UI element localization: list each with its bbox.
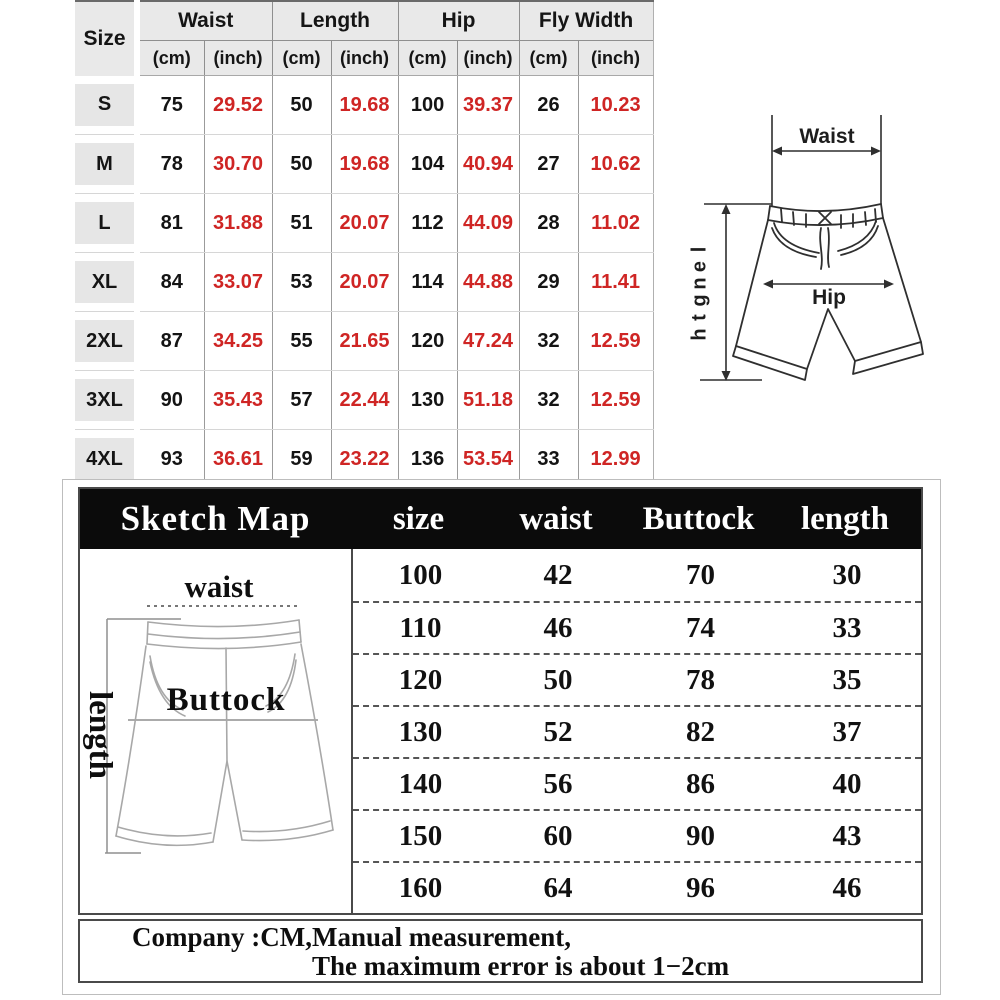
cell-size: 130 — [398, 715, 443, 748]
table-row — [353, 601, 921, 653]
cell-length-cm: 55 — [272, 312, 331, 371]
cell-length-cm: 51 — [272, 194, 331, 253]
fly-cm-header: (cm) — [519, 41, 578, 76]
cell-waist: 46 — [543, 611, 573, 644]
cell-waist: 50 — [543, 663, 573, 696]
length-cm-header: (cm) — [272, 41, 331, 76]
cell-fly-inch: 10.62 — [578, 135, 653, 194]
table-row — [75, 76, 653, 135]
table-row — [353, 757, 921, 809]
table-row — [75, 253, 653, 312]
column-header-buttock: Buttock — [642, 500, 755, 537]
cell-waist-inch: 30.70 — [204, 135, 272, 194]
length-dimension-label-bottom: length — [82, 690, 118, 779]
cell-hip-inch: 40.94 — [457, 135, 519, 194]
cell-size: 160 — [398, 871, 443, 904]
waist-cm-header: (cm) — [137, 41, 204, 76]
cell-hip-cm: 104 — [398, 135, 457, 194]
hip-inch-header: (inch) — [457, 41, 519, 76]
length-inch-header: (inch) — [331, 41, 398, 76]
cell-fly-inch: 11.02 — [578, 194, 653, 253]
cell-buttock: 70 — [686, 558, 715, 591]
cell-length: 35 — [832, 663, 862, 696]
cell-hip-inch: 44.09 — [457, 194, 519, 253]
cell-size: 120 — [398, 663, 443, 696]
size-chart-table — [75, 0, 654, 489]
table-row — [353, 653, 921, 705]
cell-length-inch: 19.68 — [331, 76, 398, 135]
cell-length-cm: 50 — [272, 76, 331, 135]
cell-waist: 64 — [543, 871, 573, 904]
cell-waist-cm: 87 — [137, 312, 204, 371]
buttock-dimension-label: Buttock — [166, 682, 286, 718]
cell-hip-inch: 53.54 — [457, 430, 519, 489]
size-table-body — [75, 76, 653, 489]
fly-inch-header: (inch) — [578, 41, 653, 76]
waist-inch-header: (inch) — [204, 41, 272, 76]
bottom-size-table — [351, 549, 921, 913]
waist-dimension-label: Waist — [799, 125, 855, 148]
hip-dimension-label: Hip — [812, 286, 846, 309]
cell-hip-cm: 120 — [398, 312, 457, 371]
cell-length-inch: 20.07 — [331, 194, 398, 253]
cell-fly-inch: 11.41 — [578, 253, 653, 312]
cell-waist-cm: 93 — [137, 430, 204, 489]
cell-length: 37 — [832, 715, 862, 748]
cell-waist: 42 — [543, 558, 573, 591]
sketch-map-panel — [78, 487, 923, 915]
table-row — [353, 809, 921, 861]
cell-size-label: S — [75, 76, 137, 135]
cell-fly-cm: 33 — [519, 430, 578, 489]
cell-size-label: L — [75, 194, 137, 253]
cell-hip-cm: 130 — [398, 371, 457, 430]
table-row — [353, 861, 921, 913]
cell-buttock: 96 — [686, 871, 715, 904]
cell-waist-cm: 84 — [137, 253, 204, 312]
cell-waist-inch: 33.07 — [204, 253, 272, 312]
measurement-note — [78, 919, 923, 983]
cell-waist-inch: 31.88 — [204, 194, 272, 253]
cell-buttock: 86 — [686, 767, 715, 800]
cell-length-cm: 50 — [272, 135, 331, 194]
cell-size: 110 — [399, 611, 442, 644]
cell-fly-cm: 32 — [519, 312, 578, 371]
cell-buttock: 82 — [686, 715, 715, 748]
cell-length: 46 — [832, 871, 862, 904]
cell-fly-cm: 27 — [519, 135, 578, 194]
cell-hip-cm: 100 — [398, 76, 457, 135]
cell-length-cm: 57 — [272, 371, 331, 430]
cell-waist-cm: 81 — [137, 194, 204, 253]
cell-buttock: 78 — [686, 663, 715, 696]
cell-hip-inch: 39.37 — [457, 76, 519, 135]
cell-hip-cm: 114 — [398, 253, 457, 312]
bottom-table-header — [80, 489, 921, 549]
cell-length-inch: 20.07 — [331, 253, 398, 312]
cell-length-inch: 19.68 — [331, 135, 398, 194]
cell-fly-inch: 12.59 — [578, 371, 653, 430]
cell-length: 43 — [832, 819, 862, 852]
cell-waist-cm: 90 — [137, 371, 204, 430]
table-row — [353, 549, 921, 601]
note-line-2: The maximum error is about 1−2cm — [312, 951, 730, 981]
cell-hip-inch: 44.88 — [457, 253, 519, 312]
cell-size-label: 2XL — [75, 312, 137, 371]
cell-hip-cm: 136 — [398, 430, 457, 489]
cell-waist-cm: 75 — [137, 76, 204, 135]
hip-cm-header: (cm) — [398, 41, 457, 76]
cell-fly-cm: 28 — [519, 194, 578, 253]
cell-length: 30 — [832, 558, 862, 591]
cell-fly-cm: 32 — [519, 371, 578, 430]
hip-group-header: Hip — [398, 1, 519, 41]
cell-length-inch: 23.22 — [331, 430, 398, 489]
cell-fly-cm: 29 — [519, 253, 578, 312]
cell-length-cm: 53 — [272, 253, 331, 312]
cell-waist: 60 — [543, 819, 573, 852]
shorts-sketch-map — [80, 549, 351, 913]
cell-fly-inch: 12.99 — [578, 430, 653, 489]
cell-fly-inch: 10.23 — [578, 76, 653, 135]
size-column-header: Size — [75, 1, 137, 76]
length-dimension-label: l e n g t h — [688, 246, 711, 341]
sketch-map-title: Sketch Map — [120, 499, 311, 538]
bottom-panel-frame — [62, 479, 941, 995]
waist-group-header: Waist — [137, 1, 272, 41]
length-group-header: Length — [272, 1, 398, 41]
fly-width-group-header: Fly Width — [519, 1, 653, 41]
cell-length-cm: 59 — [272, 430, 331, 489]
cell-length-inch: 22.44 — [331, 371, 398, 430]
table-row — [75, 194, 653, 253]
cell-size-label: 4XL — [75, 430, 137, 489]
column-header-size: size — [392, 500, 445, 537]
cell-size-label: M — [75, 135, 137, 194]
cell-fly-inch: 12.59 — [578, 312, 653, 371]
cell-buttock: 74 — [686, 611, 715, 644]
cell-waist-inch: 35.43 — [204, 371, 272, 430]
cell-size: 140 — [398, 767, 443, 800]
cell-waist: 56 — [543, 767, 573, 800]
cell-fly-cm: 26 — [519, 76, 578, 135]
cell-hip-cm: 112 — [398, 194, 457, 253]
cell-length: 40 — [832, 767, 862, 800]
column-header-length: length — [800, 500, 889, 537]
table-row — [353, 705, 921, 757]
cell-waist-inch: 36.61 — [204, 430, 272, 489]
shorts-measurement-sketch — [660, 85, 1000, 430]
cell-size-label: XL — [75, 253, 137, 312]
cell-length: 33 — [832, 611, 862, 644]
cell-waist: 52 — [543, 715, 573, 748]
cell-size: 100 — [398, 558, 443, 591]
cell-waist-inch: 29.52 — [204, 76, 272, 135]
cell-size: 150 — [398, 819, 443, 852]
cell-waist-cm: 78 — [137, 135, 204, 194]
cell-size-label: 3XL — [75, 371, 137, 430]
cell-buttock: 90 — [686, 819, 715, 852]
cell-hip-inch: 47.24 — [457, 312, 519, 371]
table-row — [75, 312, 653, 371]
table-row — [75, 371, 653, 430]
waist-dimension-label-bottom: waist — [184, 569, 254, 604]
cell-hip-inch: 51.18 — [457, 371, 519, 430]
table-row — [75, 135, 653, 194]
cell-length-inch: 21.65 — [331, 312, 398, 371]
column-header-waist: waist — [519, 500, 593, 537]
note-line-1: Company :CM,Manual measurement, — [132, 922, 571, 952]
cell-waist-inch: 34.25 — [204, 312, 272, 371]
